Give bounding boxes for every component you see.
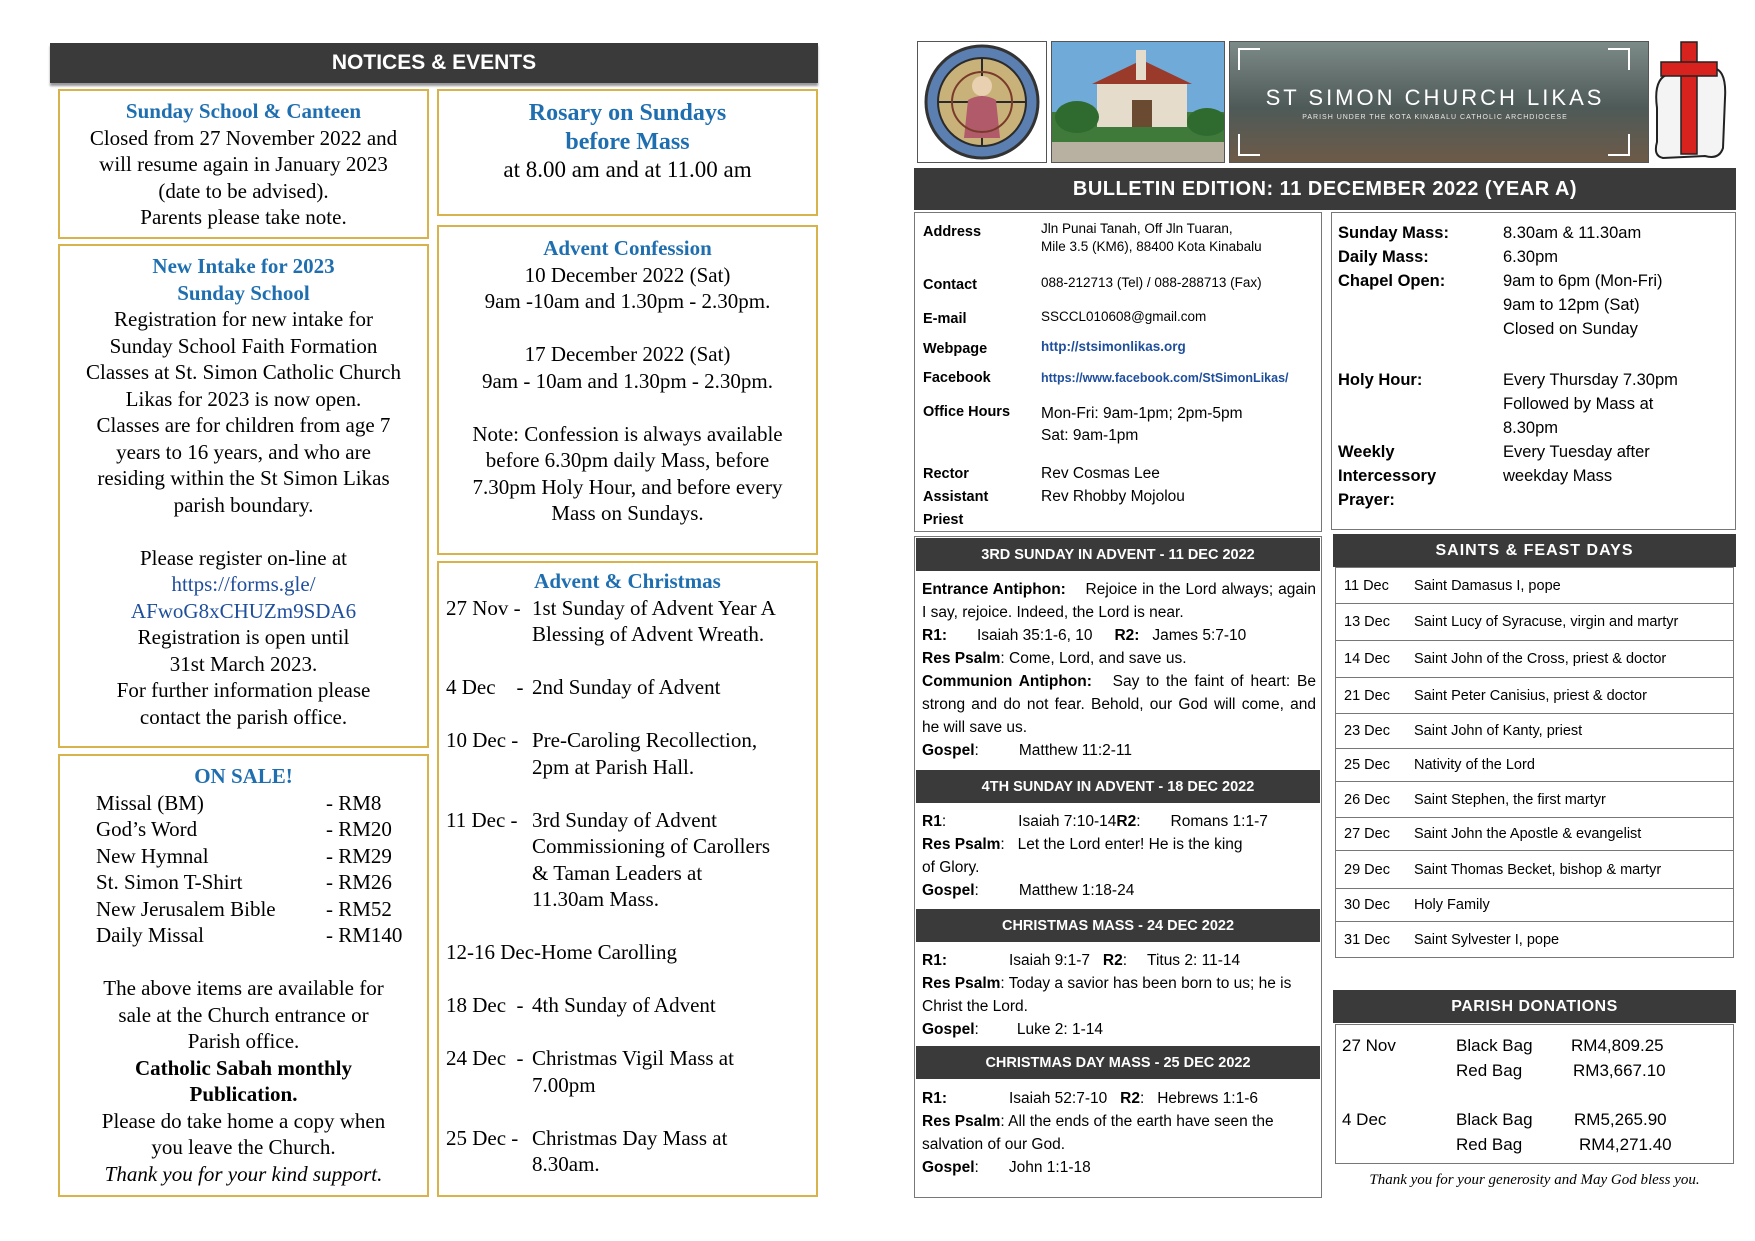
address-label: Address — [923, 224, 982, 240]
line: For further information please — [116, 678, 371, 702]
sale-item-name: Daily Missal — [96, 923, 204, 947]
r2-text: Romans 1:1-7 — [1170, 813, 1268, 830]
psalm-text: Let the Lord enter! He is the king — [1017, 836, 1243, 853]
sunday-mass-value: 8.30am & 11.30am — [1503, 224, 1642, 242]
line: Mass on Sundays. — [551, 501, 704, 525]
advent-box — [437, 561, 818, 1197]
sunday-mass-label: Sunday Mass: — [1338, 224, 1449, 242]
psalm-text: : Today a savior has been born to us; he is Christ the Lord. — [922, 975, 1292, 1015]
line: contact the parish office. — [139, 704, 348, 729]
gospel-label: Gospel — [922, 1021, 975, 1038]
event-text: 1st Sunday of Advent Year A — [532, 595, 776, 620]
line: 9am -10am and 1.30pm - 2.30pm. — [484, 289, 771, 313]
advent-event — [446, 595, 816, 648]
saint-name: Saint Peter Canisius, priest & doctor — [1414, 687, 1647, 704]
new-intake-title: New Intake for 2023 — [152, 254, 335, 278]
event-text: 4th Sunday of Advent — [532, 993, 716, 1017]
thanks-text: Thank you for your kind support. — [104, 1161, 383, 1186]
donation-bags — [1456, 1107, 1533, 1157]
facebook-label: Facebook — [923, 370, 991, 386]
saint-row — [1335, 889, 1734, 922]
rosary-title: Rosary on Sundays — [528, 100, 727, 126]
contact-value: 088-212713 (Tel) / 088-288713 (Fax) — [1041, 275, 1262, 290]
saint-date: 31 Dec — [1344, 931, 1390, 948]
email-value[interactable]: SSCCL010608@gmail.com — [1041, 309, 1207, 324]
event-date: 24 Dec - — [446, 1046, 524, 1070]
reading-header-2: 4TH SUNDAY IN ADVENT - 18 DEC 2022 — [916, 770, 1320, 803]
entrance-text: Rejoice in the Lord always; again I say, rejoice. Indeed, the Lord is near. — [922, 581, 1316, 621]
entrance-label: Entrance Antiphon: — [922, 581, 1066, 598]
bag-name: Black Bag — [1456, 1036, 1533, 1055]
line: Please do take home a copy when — [101, 1108, 386, 1133]
chapel-label: Chapel Open: — [1338, 272, 1446, 290]
saints-header: SAINTS & FEAST DAYS — [1333, 534, 1736, 567]
event-text: 11.30am Mass. — [532, 887, 659, 911]
schedule-box — [1331, 212, 1736, 530]
gospel-text: Matthew 11:2-11 — [1018, 742, 1133, 759]
saint-date: 11 Dec — [1344, 577, 1389, 594]
info-box — [914, 212, 1322, 532]
psalm-text-2: of Glory. — [922, 859, 980, 876]
email-label: E-mail — [923, 311, 967, 327]
line: will resume again in January 2023 — [99, 152, 388, 176]
line: 10 December 2022 (Sat) — [524, 262, 731, 287]
rector-label: Rector — [923, 466, 969, 482]
line: 31st March 2023. — [169, 651, 318, 676]
saint-name: Saint John the Apostle & evangelist — [1414, 826, 1642, 842]
sale-item-name: New Hymnal — [96, 843, 209, 868]
saint-row — [1335, 714, 1734, 749]
line: Parish office. — [187, 1029, 300, 1053]
reading-2: R1: Isaiah 7:10-14R2: Romans 1:1-7 Res Psalm: Let the Lord enter! He is the king of Glory. Gospel: Matthew 1:18-24 — [922, 810, 1316, 902]
r1-label: R1: — [922, 952, 947, 969]
event-date: 25 Dec - — [446, 1125, 519, 1150]
donation-date: 27 Nov — [1342, 1036, 1396, 1055]
contact-label: Contact — [923, 277, 977, 293]
reading-1: Entrance Antiphon: Rejoice in the Lord always; again I say, rejoice. Indeed, the Lord is near. R1: Isaiah 35:1-6, 10 R2: James 5:7-10 Res Psalm: Come, Lord, and save us. Communion Antiphon: Say to the faint of heart: Be strong and do not fear. Behold, our God will come, and he will save us. Gospel: Matthew 11:2-11 — [922, 581, 1317, 759]
saint-name: Holy Family — [1414, 897, 1490, 913]
saint-name: Saint Sylvester I, pope — [1414, 931, 1560, 948]
event-text: & Taman Leaders at — [532, 860, 703, 885]
saint-date: 26 Dec — [1344, 791, 1390, 808]
sale-item — [96, 896, 427, 923]
advent-title: Advent & Christmas — [534, 569, 721, 593]
r2-text: James 5:7-10 — [1152, 627, 1247, 644]
on-sale-title: ON SALE! — [194, 764, 293, 788]
office-hours-label: Office Hours — [923, 404, 1011, 420]
saints-table — [1335, 567, 1734, 958]
registration-link[interactable]: https://forms.gle/ — [171, 572, 316, 596]
saint-row — [1335, 851, 1734, 889]
sale-item-price: - RM140 — [326, 923, 403, 947]
donation-date: 4 Dec — [1342, 1110, 1387, 1129]
sale-item — [96, 790, 427, 817]
line: residing within the St Simon Likas — [97, 466, 390, 490]
line: before 6.30pm daily Mass, before — [485, 448, 770, 472]
event-text: 2nd Sunday of Advent — [532, 675, 721, 699]
line: Note: Confession is always available — [472, 421, 783, 446]
sale-item — [96, 816, 427, 843]
r2-text: Titus 2: 11-14 — [1147, 952, 1241, 969]
saint-name: Saint Thomas Becket, bishop & martyr — [1414, 861, 1662, 878]
line: Sunday School Faith Formation — [109, 333, 378, 358]
event-text: Christmas Vigil Mass at — [532, 1046, 734, 1070]
advent-event — [446, 939, 816, 966]
saint-name: Saint Stephen, the first martyr — [1414, 791, 1606, 808]
line: (date to be advised). — [158, 178, 329, 203]
psalm-label: Res Psalm — [922, 1113, 1001, 1130]
communion-text: Say to the faint of heart: Be strong and do not fear. Behold, our God will come, and he will save us. — [922, 673, 1317, 736]
saint-name: Nativity of the Lord — [1414, 757, 1535, 773]
line: Parents please take note. — [140, 205, 347, 229]
bag-name: Black Bag — [1456, 1110, 1533, 1129]
register-text: Please register on-line at — [139, 545, 347, 570]
schedule-labels — [1338, 221, 1449, 293]
advent-event — [446, 992, 816, 1019]
bag-amount: RM3,667.10 — [1573, 1061, 1666, 1080]
saint-date: 27 Dec — [1344, 826, 1390, 842]
clergy-labels — [923, 463, 988, 532]
notices-banner: NOTICES & EVENTS — [50, 43, 818, 83]
line: 17 December 2022 (Sat) — [524, 342, 731, 366]
saint-name: Saint Lucy of Syracuse, virgin and martyr — [1414, 614, 1679, 630]
advent-event — [446, 1125, 816, 1178]
line: The above items are available for — [103, 976, 384, 1000]
event-date: 4 Dec - — [446, 675, 524, 699]
r1-label: R1: — [922, 627, 947, 644]
schedule-values — [1503, 221, 1663, 341]
confession-box — [437, 225, 818, 555]
weekly-label-line: Prayer: — [1338, 491, 1395, 509]
saint-date: 23 Dec — [1344, 723, 1390, 739]
reading-header-4: CHRISTMAS DAY MASS - 25 DEC 2022 — [916, 1046, 1320, 1079]
event-date: 10 Dec - — [446, 728, 519, 752]
sale-item-price: - RM8 — [326, 790, 382, 815]
holy-line: Followed by Mass at — [1503, 395, 1654, 413]
saint-row — [1335, 604, 1734, 641]
event-text: Christmas Day Mass at — [532, 1125, 728, 1150]
reading-header-1: 3RD SUNDAY IN ADVENT - 11 DEC 2022 — [916, 538, 1320, 571]
confession-title: Advent Confession — [543, 236, 712, 260]
stained-glass-image — [917, 41, 1047, 163]
daily-mass-label: Daily Mass: — [1338, 248, 1429, 266]
gospel-label: Gospel — [922, 882, 975, 899]
advent-events — [439, 595, 816, 1178]
sunday-school-box — [58, 89, 429, 239]
r1-text: Isaiah 7:10-14 — [1018, 813, 1117, 830]
saint-date: 29 Dec — [1344, 861, 1390, 878]
line: sale at the Church entrance or — [118, 1002, 369, 1027]
donation-bags — [1456, 1033, 1533, 1083]
sale-item — [96, 869, 427, 896]
psalm-text: : Come, Lord, and save us. — [1000, 650, 1187, 667]
event-text: 7.00pm — [532, 1072, 596, 1097]
gospel-label: Gospel — [922, 742, 975, 759]
bag-amount: RM4,809.25 — [1571, 1036, 1664, 1055]
event-date: 18 Dec - — [446, 993, 524, 1017]
bag-amount: RM5,265.90 — [1574, 1110, 1667, 1129]
line: Classes at St. Simon Catholic Church — [86, 360, 401, 384]
church-name: ST SIMON CHURCH LIKAS — [1265, 85, 1605, 110]
line: Registration for new intake for — [114, 307, 373, 331]
church-header — [1229, 41, 1649, 163]
reading-4: R1: Isaiah 52:7-10 R2: Hebrews 1:1-6 Res Psalm: All the ends of the earth have seen the salvation of our God. Gospel: John 1:1-18 — [922, 1090, 1274, 1176]
sale-item-price: - RM29 — [326, 843, 392, 868]
gospel-text: Matthew 1:18-24 — [1018, 882, 1135, 899]
assistant-label-2: Priest — [923, 512, 964, 528]
r2-text: Hebrews 1:1-6 — [1157, 1090, 1259, 1107]
advent-event — [446, 727, 816, 780]
psalm-text: : All the ends of the earth have seen the salvation of our God. — [922, 1113, 1274, 1153]
address-line: Mile 3.5 (KM6), 88400 Kota Kinabalu — [1041, 239, 1262, 254]
event-text: Blessing of Advent Wreath. — [532, 622, 765, 646]
hours-line: Sat: 9am-1pm — [1041, 427, 1139, 444]
line: you leave the Church. — [151, 1135, 336, 1159]
sale-item-name: St. Simon T-Shirt — [96, 870, 243, 894]
donations-box — [1335, 1024, 1734, 1164]
chapel-value: 9am to 12pm (Sat) — [1503, 296, 1640, 314]
sale-item-name: God’s Word — [96, 817, 198, 841]
line: years to 16 years, and who are — [116, 439, 371, 464]
address-line: Jln Punai Tanah, Off Jln Tuaran, — [1041, 221, 1233, 236]
assistant-label: Assistant — [923, 489, 989, 505]
church-photo-image — [1051, 41, 1225, 163]
r1-label: R1 — [922, 813, 942, 830]
saint-row — [1335, 641, 1734, 678]
saint-date: 25 Dec — [1344, 757, 1390, 773]
address-value — [1041, 220, 1262, 256]
saint-name: Saint John of Kanty, priest — [1414, 723, 1583, 739]
rosary-times: at 8.00 am and at 11.00 am — [503, 157, 752, 182]
weekly-line: weekday Mass — [1503, 467, 1613, 485]
rector-value: Rev Cosmas Lee — [1041, 465, 1160, 482]
r2-label: R2 — [1102, 952, 1123, 969]
holy-line: Every Thursday 7.30pm — [1503, 371, 1678, 389]
gospel-text: John 1:1-18 — [1008, 1159, 1091, 1176]
webpage-label: Webpage — [923, 341, 988, 357]
assistant-value: Rev Rhobby Mojolou — [1041, 488, 1185, 505]
sale-item-price: - RM26 — [326, 870, 392, 894]
saint-row — [1335, 818, 1734, 851]
sale-item — [96, 843, 427, 870]
saint-row — [1335, 922, 1734, 958]
r2-label: R2: — [1114, 627, 1140, 644]
saint-row — [1335, 568, 1734, 604]
event-text: Pre-Caroling Recollection, — [532, 728, 758, 752]
donation-amounts — [1574, 1107, 1672, 1157]
rosary-subtitle: before Mass — [565, 129, 690, 155]
bag-amount: RM4,271.40 — [1579, 1135, 1672, 1154]
r1-text: Isaiah 9:1-7 — [1008, 952, 1090, 969]
new-intake-box — [58, 244, 429, 748]
bag-name: Red Bag — [1456, 1061, 1523, 1080]
office-hours-value — [1041, 403, 1243, 447]
sale-item-price: - RM20 — [326, 817, 392, 841]
line: 7.30pm Holy Hour, and before every — [472, 474, 783, 499]
donations-header: PARISH DONATIONS — [1333, 990, 1736, 1023]
saint-row — [1335, 678, 1734, 714]
advent-event — [446, 807, 816, 913]
r1-text: Isaiah 52:7-10 — [1008, 1090, 1108, 1107]
event-date: 12-16 Dec- — [446, 940, 542, 964]
sale-item-name: Missal (BM) — [96, 790, 204, 815]
weekly-label-line: Intercessory — [1338, 467, 1437, 485]
registration-link-code[interactable]: AFwoG8xCHUZm9SDA6 — [130, 598, 357, 623]
cross-logo — [1649, 38, 1733, 163]
donations-footer: Thank you for your generosity and May God bless you. — [1369, 1172, 1700, 1188]
saint-name: Saint John of the Cross, priest & doctor — [1414, 651, 1667, 667]
reading-3: R1: Isaiah 9:1-7 R2: Titus 2: 11-14 Res Psalm: Today a savior has been born to us; he is Christ the Lord. Gospel: Luke 2: 1-14 — [922, 952, 1292, 1038]
sunday-school-title: Sunday School & Canteen — [125, 99, 362, 123]
saint-date: 30 Dec — [1344, 897, 1390, 913]
gospel-text: Luke 2: 1-14 — [1016, 1021, 1104, 1038]
r2-label: R2 — [1116, 813, 1137, 830]
church-subtitle: PARISH UNDER THE KOTA KINABALU CATHOLIC ARCHDIOCESE — [1302, 114, 1568, 121]
saint-date: 14 Dec — [1344, 651, 1390, 667]
reading-header-3: CHRISTMAS MASS - 24 DEC 2022 — [916, 909, 1320, 942]
saint-date: 13 Dec — [1344, 614, 1390, 630]
sale-item-name: New Jerusalem Bible — [96, 896, 276, 921]
chapel-value: 9am to 6pm (Mon-Fri) — [1503, 272, 1663, 290]
new-intake-subtitle: Sunday School — [177, 280, 310, 305]
rosary-box — [437, 89, 818, 216]
advent-event — [446, 1045, 816, 1098]
saint-row — [1335, 782, 1734, 818]
line: Closed from 27 November 2022 and — [89, 125, 398, 150]
holy-hour-value — [1503, 368, 1678, 440]
line: parish boundary. — [173, 492, 314, 517]
event-text: 3rd Sunday of Advent — [532, 807, 717, 832]
communion-label: Communion Antiphon: — [922, 673, 1092, 690]
event-date: 11 Dec - — [446, 807, 518, 832]
event-text: 8.30am. — [532, 1152, 600, 1176]
weekly-label — [1338, 440, 1436, 512]
event-date: 27 Nov - — [446, 595, 521, 620]
saint-row — [1335, 749, 1734, 782]
weekly-value — [1503, 440, 1650, 488]
psalm-label: Res Psalm — [922, 650, 1001, 667]
advent-event — [446, 674, 816, 701]
line: 9am - 10am and 1.30pm - 2.30pm. — [481, 368, 774, 393]
sale-item — [96, 922, 427, 949]
hours-line: Mon-Fri: 9am-1pm; 2pm-5pm — [1041, 405, 1243, 422]
r1-text: Isaiah 35:1-6, 10 — [976, 627, 1093, 644]
line: Classes are for children from age 7 — [96, 413, 391, 437]
saint-name: Saint Damasus I, pope — [1414, 577, 1561, 594]
bag-name: Red Bag — [1456, 1135, 1523, 1154]
sale-item-price: - RM52 — [326, 896, 392, 921]
gospel-label: Gospel — [922, 1159, 975, 1176]
on-sale-box — [58, 754, 429, 1197]
event-text: Commissioning of Carollers — [532, 834, 770, 858]
saint-date: 21 Dec — [1344, 687, 1390, 704]
event-text: 2pm at Parish Hall. — [532, 754, 695, 779]
weekly-label-line: Weekly — [1338, 443, 1395, 461]
psalm-label: Res Psalm — [922, 836, 1001, 853]
event-text: Home Carolling — [541, 940, 677, 964]
weekly-line: Every Tuesday after — [1503, 443, 1650, 461]
r2-label: R2 — [1120, 1090, 1140, 1107]
clergy-values — [1041, 462, 1185, 508]
publication-title: Catholic Sabah monthly — [134, 1055, 353, 1080]
psalm-label: Res Psalm — [922, 975, 1001, 992]
webpage-link[interactable]: http://stsimonlikas.org — [1041, 339, 1186, 354]
edition-banner: BULLETIN EDITION: 11 DECEMBER 2022 (YEAR A) — [914, 168, 1736, 210]
line: Likas for 2023 is now open. — [125, 386, 362, 411]
daily-mass-value: 6.30pm — [1503, 248, 1559, 266]
line: Registration is open until — [137, 625, 350, 649]
donation-amounts — [1571, 1033, 1666, 1083]
sale-list — [60, 790, 427, 949]
holy-hour-label: Holy Hour: — [1338, 371, 1423, 389]
holy-line: 8.30pm — [1503, 419, 1559, 437]
r1-label: R1: — [922, 1090, 947, 1107]
publication-title-2: Publication. — [189, 1082, 298, 1106]
chapel-value: Closed on Sunday — [1503, 320, 1638, 338]
facebook-link[interactable]: https://www.facebook.com/StSimonLikas/ — [1041, 371, 1289, 385]
